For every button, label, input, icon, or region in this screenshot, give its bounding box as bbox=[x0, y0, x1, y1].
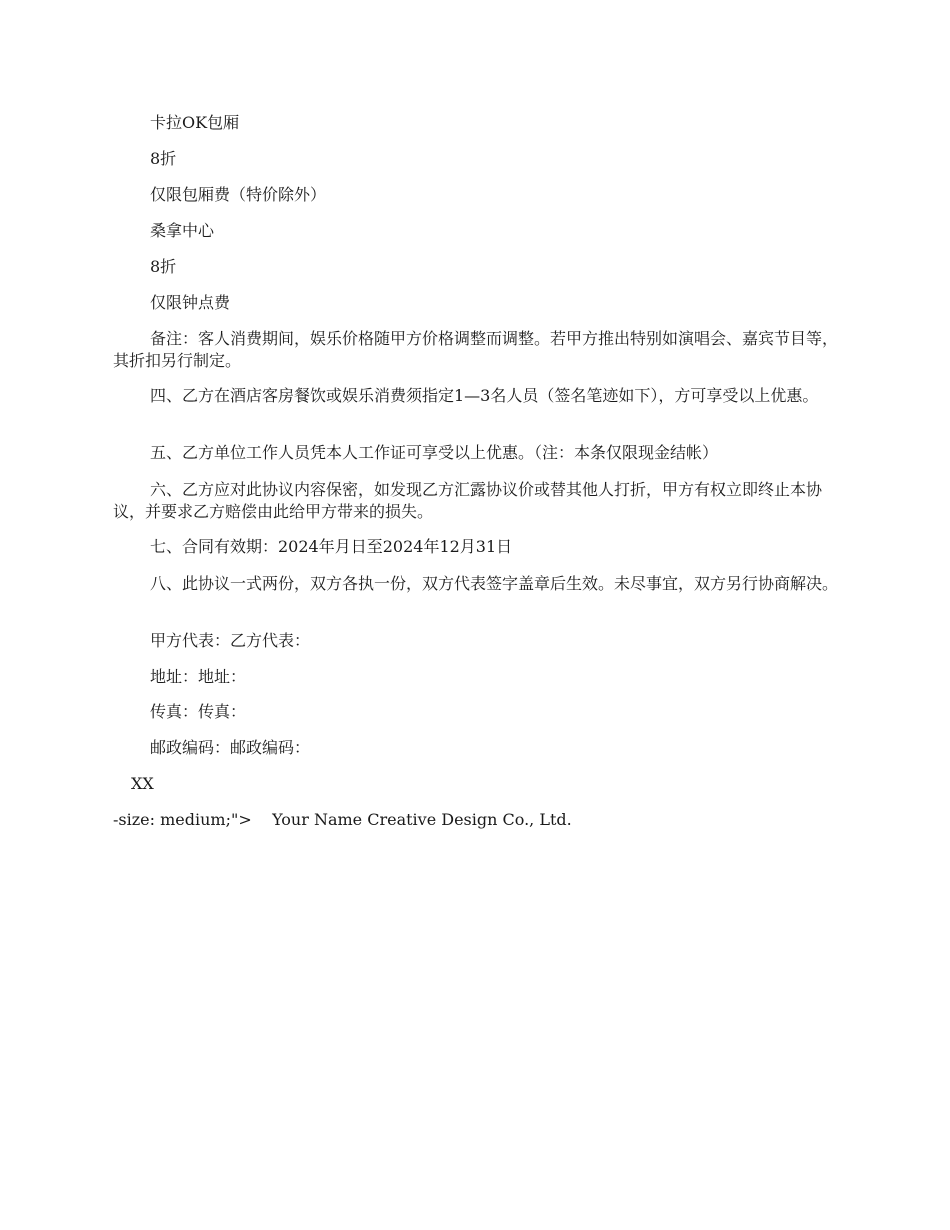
item-sauna-note: 仅限钟点费 bbox=[150, 293, 231, 312]
clause-seven: 七、合同有效期：2024年月日至2024年12月31日 bbox=[150, 537, 513, 556]
item-sauna-center: 桑拿中心 bbox=[150, 221, 215, 240]
item-karaoke-note: 仅限包厢费（特价除外） bbox=[150, 185, 327, 204]
item-karaoke-discount: 8折 bbox=[150, 149, 177, 168]
clause-eight: 八、此协议一式两份，双方各执一份，双方代表签字盖章后生效。未尽事宜，双方另行协商解决。 bbox=[150, 574, 839, 593]
clause-five: 五、乙方单位工作人员凭本人工作证可享受以上优惠。（注：本条仅限现金结帐） bbox=[150, 443, 719, 462]
remark-paragraph: 备注：客人消费期间，娱乐价格随甲方价格调整而调整。若甲方推出特别如演唱会、嘉宾节目等，其折扣另行制定。 bbox=[113, 329, 839, 370]
footer-company-name: Your Name Creative Design Co., Ltd. bbox=[272, 810, 572, 829]
signature-fax: 传真：传真： bbox=[150, 702, 247, 721]
clause-four: 四、乙方在酒店客房餐饮或娱乐消费须指定1—3名人员（签名笔迹如下），方可享受以上优惠。 bbox=[150, 386, 819, 405]
signature-address: 地址：地址： bbox=[150, 667, 247, 686]
footer-artifact-text: -size: medium;"> bbox=[113, 810, 252, 829]
clause-six: 六、乙方应对此协议内容保密，如发现乙方汇露协议价或替其他人打折，甲方有权立即终止本协议，并要求乙方赔偿由此给甲方带来的损失。 bbox=[113, 480, 823, 521]
signature-postcode: 邮政编码：邮政编码： bbox=[150, 738, 311, 757]
placeholder-xx: XX bbox=[131, 774, 154, 793]
item-sauna-discount: 8折 bbox=[150, 257, 177, 276]
footer-line bbox=[113, 809, 572, 831]
item-karaoke-room: 卡拉OK包厢 bbox=[150, 113, 240, 132]
signature-representatives: 甲方代表：乙方代表： bbox=[150, 631, 311, 650]
